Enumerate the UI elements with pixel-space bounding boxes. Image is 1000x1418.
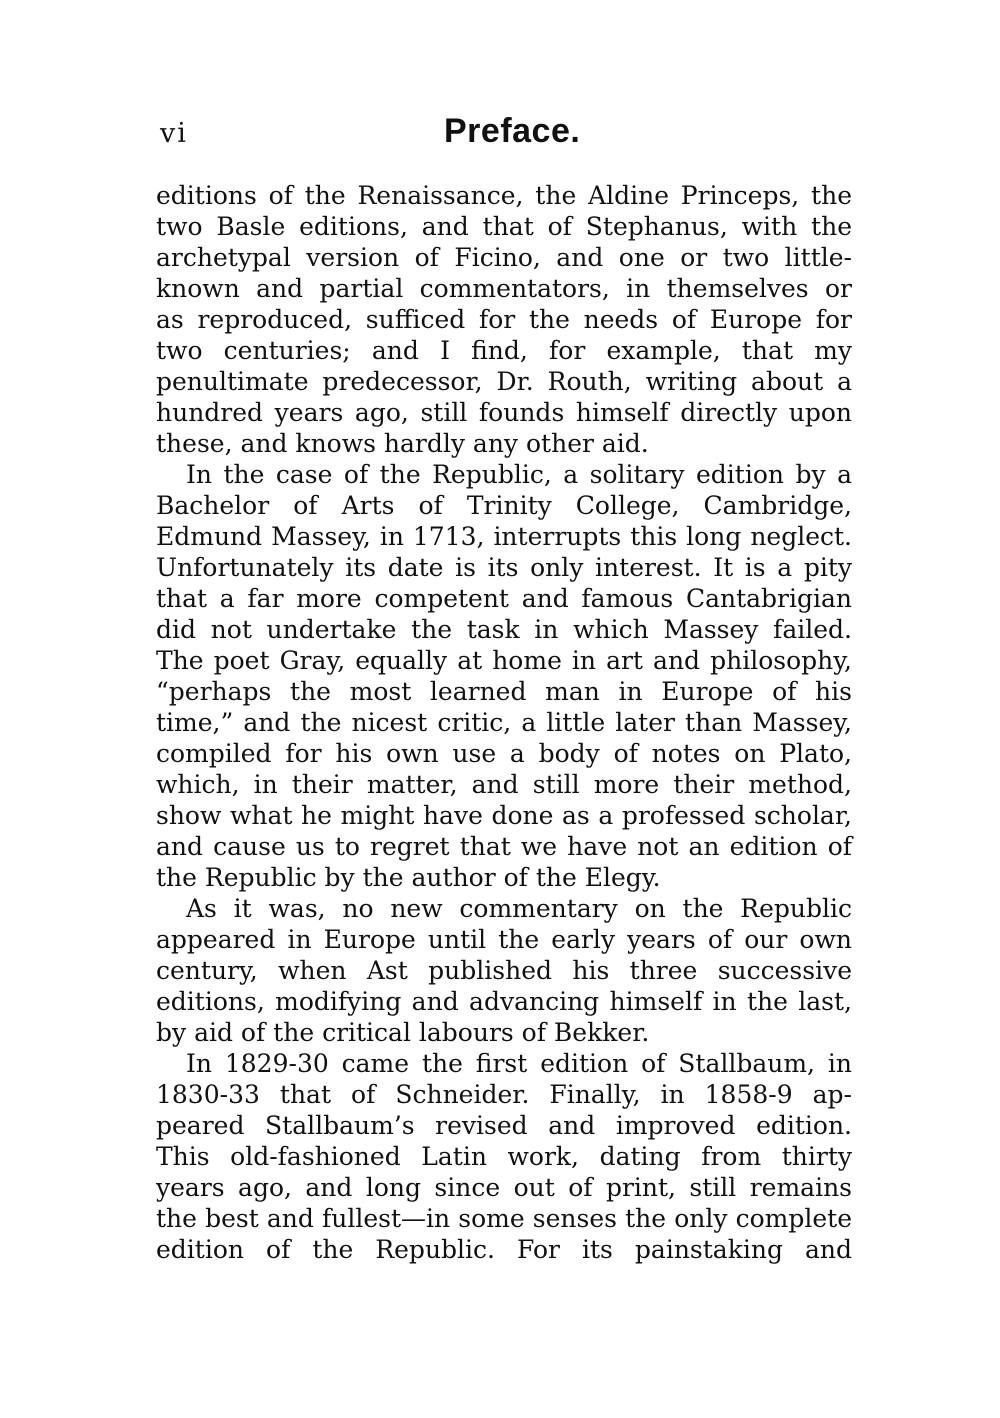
text-line: show what he might have done as a professed scholar, (156, 801, 852, 830)
text-line: century, when Ast published his three successive (156, 956, 852, 985)
text-line: The poet Gray, equally at home in art and philosophy, (156, 646, 852, 675)
text-line: penultimate predecessor, Dr. Routh, writing about a (156, 367, 852, 396)
text-line: and cause us to regret that we have not an edition of (156, 832, 852, 861)
text-line: In 1829-30 came the first edition of Stallbaum, in (186, 1049, 852, 1078)
text-line: the Republic by the author of the Elegy. (156, 863, 661, 892)
text-line: 1830-33 that of Schneider. Finally, in 1858-9 ap- (156, 1080, 852, 1109)
text-line: Unfortunately its date is its only interest. It is a pity (156, 553, 852, 582)
text-line: Bachelor of Arts of Trinity College, Cambridge, (156, 491, 852, 520)
text-line: Edmund Massey, in 1713, interrupts this long neglect. (156, 522, 852, 551)
text-line: peared Stallbaum’s revised and improved edition. (156, 1111, 852, 1140)
text-line: compiled for his own use a body of notes on Plato, (156, 739, 852, 768)
text-line: the best and fullest—in some senses the only complete (156, 1204, 852, 1233)
text-line: as reproduced, sufficed for the needs of Europe for (156, 305, 852, 334)
text-line: two centuries; and I find, for example, that my (156, 336, 852, 365)
text-line: did not undertake the task in which Massey failed. (156, 615, 852, 644)
text-line: This old-fashioned Latin work, dating from thirty (156, 1142, 852, 1171)
text-line: editions, modifying and advancing himself in the last, (156, 987, 852, 1016)
text-line: hundred years ago, still founds himself directly upon (156, 398, 852, 427)
text-line: appeared in Europe until the early years of our own (156, 925, 852, 954)
text-line: editions of the Renaissance, the Aldine Princeps, the (156, 181, 852, 210)
text-line: As it was, no new commentary on the Republic (186, 894, 852, 923)
text-line: two Basle editions, and that of Stephanus, with the (156, 212, 852, 241)
text-line: archetypal version of Ficino, and one or two little- (156, 243, 852, 272)
text-line: that a far more competent and famous Cantabrigian (156, 584, 852, 613)
body-text (156, 180, 852, 1265)
text-line: which, in their matter, and still more their method, (156, 770, 852, 799)
text-line: these, and knows hardly any other aid. (156, 429, 649, 458)
text-line: known and partial commentators, in themselves or (156, 274, 852, 303)
text-line: years ago, and long since out of print, still remains (156, 1173, 852, 1202)
text-line: time,” and the nicest critic, a little later than Massey, (156, 708, 852, 737)
running-head: Preface. (444, 112, 581, 150)
text-line: by aid of the critical labours of Bekker. (156, 1018, 650, 1047)
text-line: In the case of the Republic, a solitary edition by a (186, 460, 852, 489)
text-line: edition of the Republic. For its painstaking and (156, 1235, 852, 1264)
page-header (160, 112, 850, 160)
page-number: vi (160, 118, 188, 149)
text-line: “perhaps the most learned man in Europe of his (156, 677, 852, 706)
